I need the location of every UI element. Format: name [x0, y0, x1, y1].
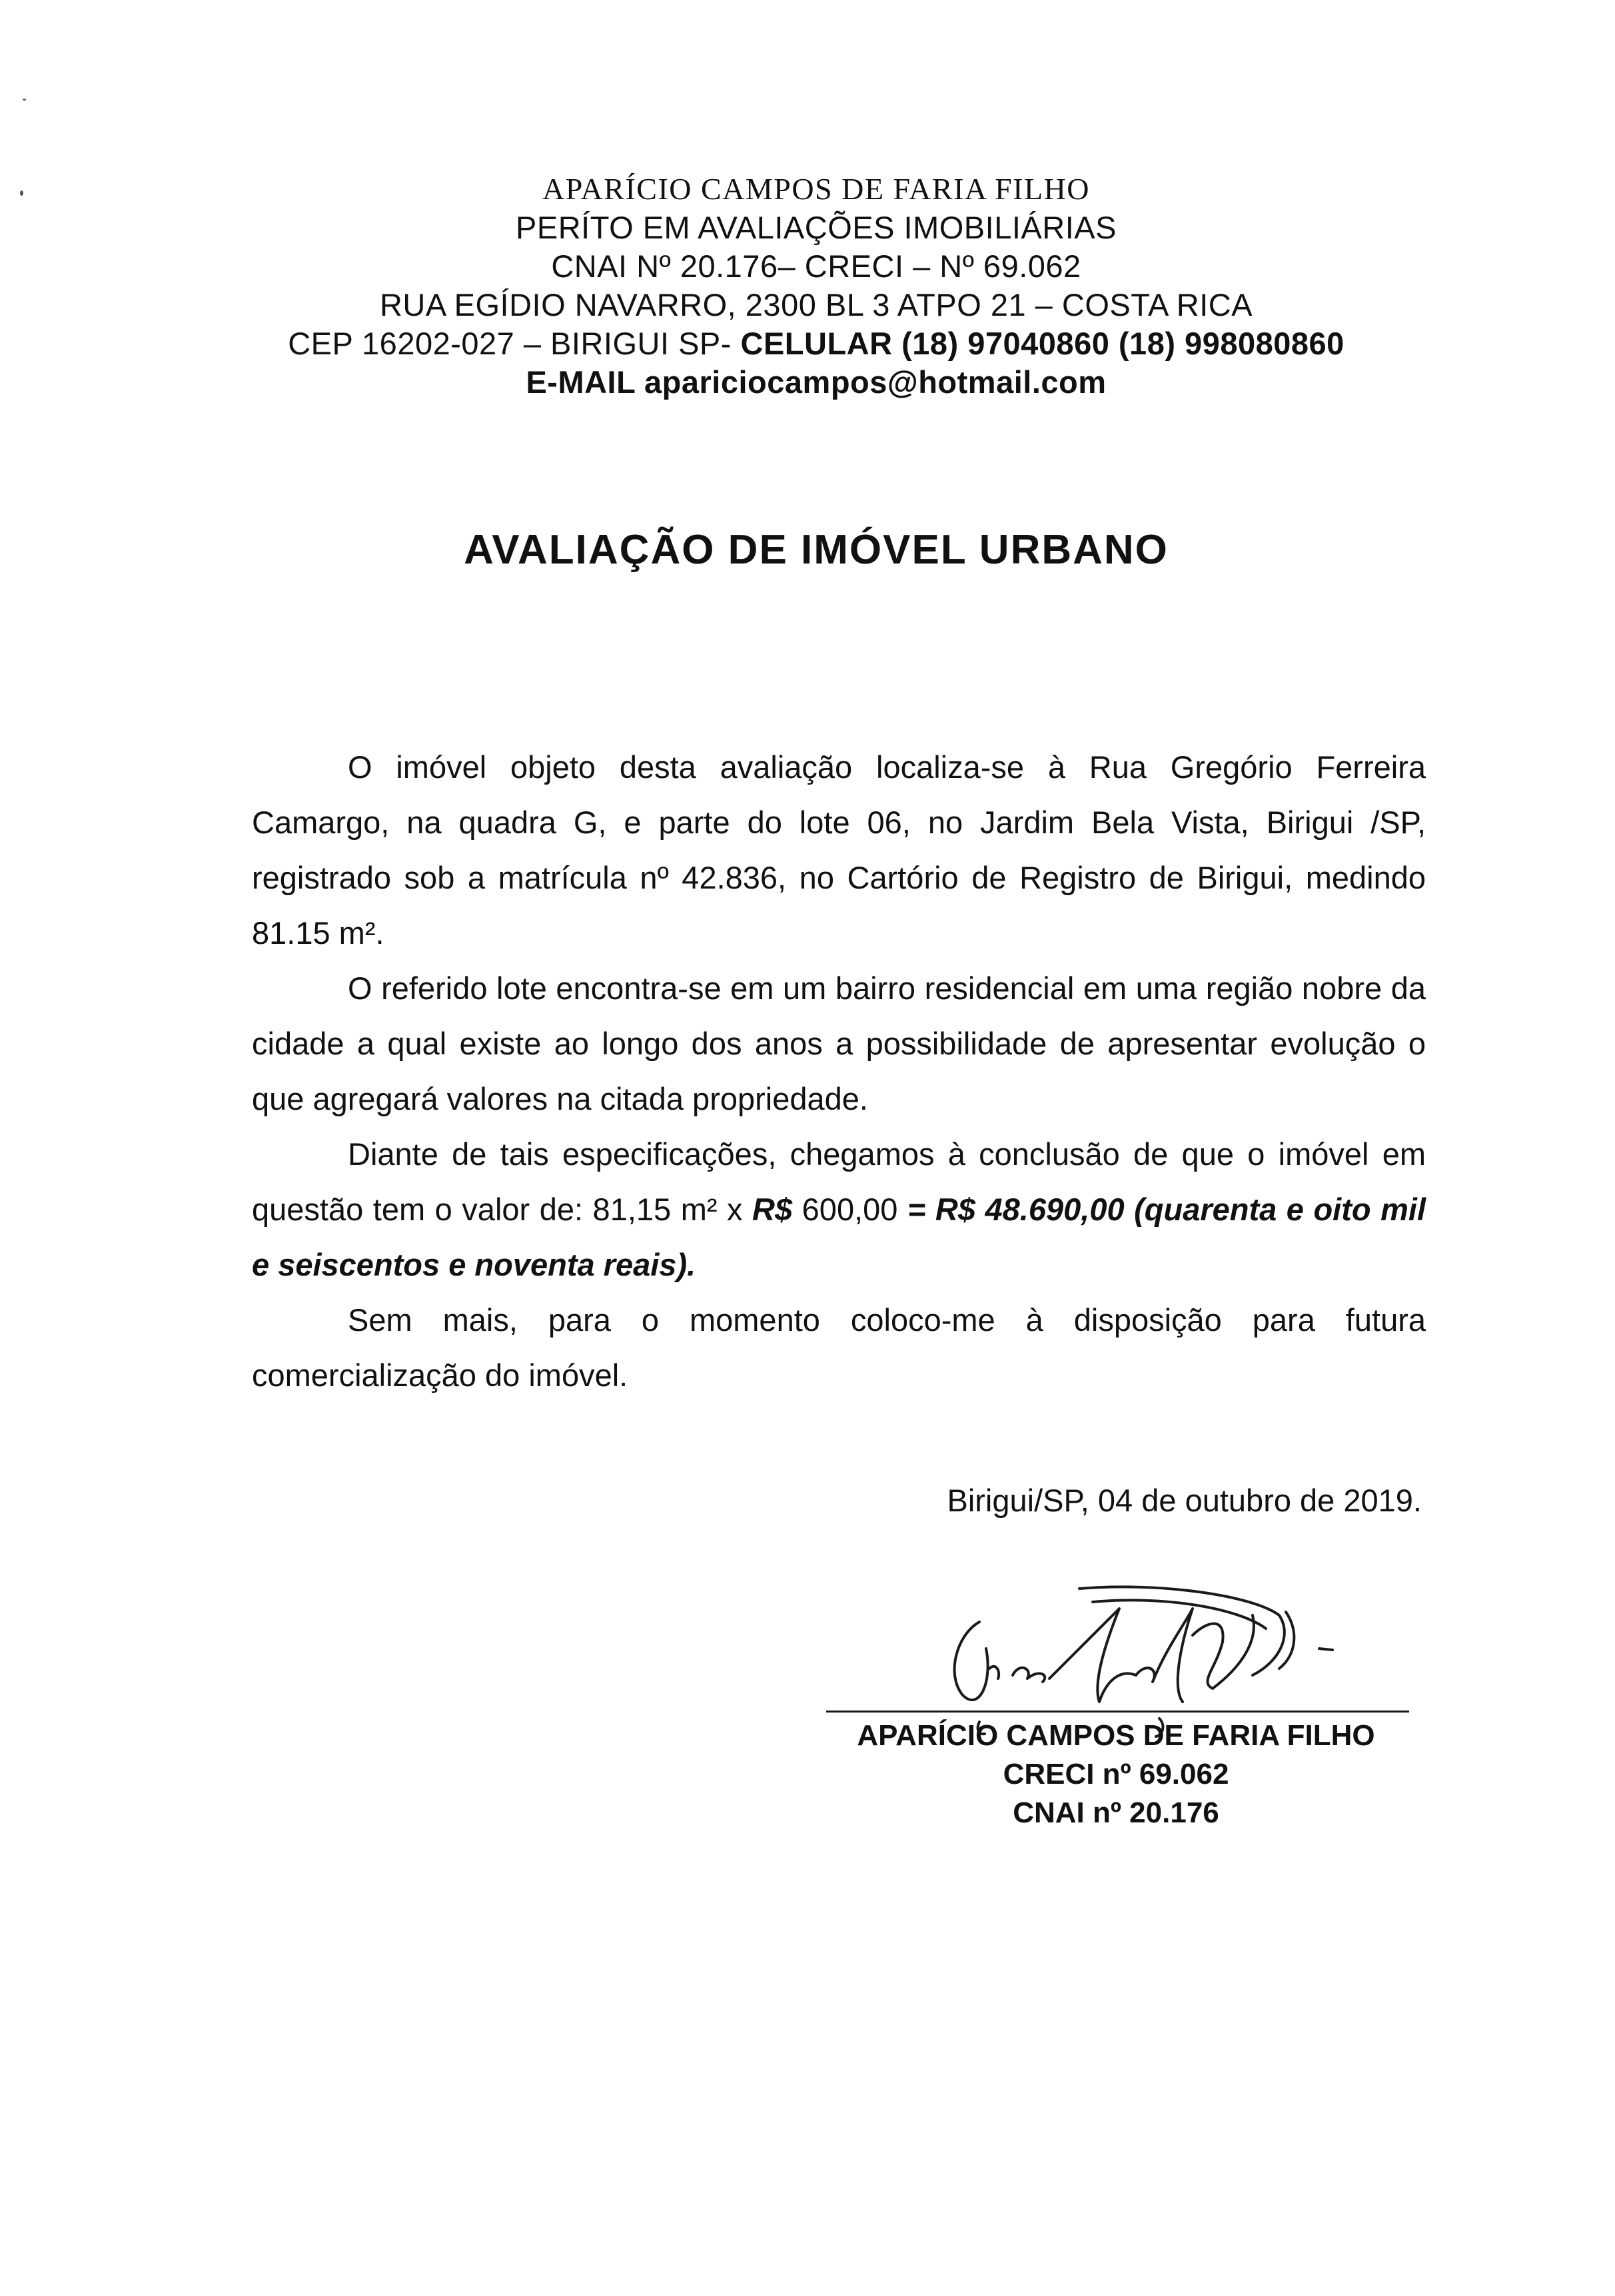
scan-speck: [23, 99, 26, 101]
signatory-creci: CRECI nº 69.062: [1003, 1758, 1229, 1790]
valuation-unit-price: 600,00: [792, 1192, 907, 1227]
paragraph-closing: Sem mais, para o momento coloco-me à disposição para futura comercialização do imóvel.: [252, 1302, 1426, 1393]
author-email: E-MAIL apariciocampos@hotmail.com: [526, 364, 1107, 400]
author-profession: PERÍTO EM AVALIAÇÕES IMOBILIÁRIAS: [516, 210, 1117, 245]
document-title: AVALIAÇÃO DE IMÓVEL URBANO: [464, 527, 1169, 573]
valuation-total: = R$ 48.690,00 (quarenta e oito mil e seiscentos e noventa reais).: [252, 1192, 1426, 1282]
signatory-cnai: CNAI nº 20.176: [1013, 1796, 1219, 1829]
author-name: APARÍCIO CAMPOS DE FARIA FILHO: [542, 172, 1091, 206]
scan-speck: [20, 191, 23, 196]
handwritten-signature: [879, 1569, 1359, 1742]
signatory-name: APARÍCIO CAMPOS DE FARIA FILHO: [857, 1719, 1375, 1752]
signature-line: [826, 1711, 1409, 1713]
author-contact-line: [200, 324, 1432, 363]
valuation-currency: R$: [752, 1192, 793, 1227]
signature-block: [826, 1569, 1426, 1835]
author-registration: CNAI Nº 20.176– CRECI – Nº 69.062: [551, 248, 1081, 284]
author-phone: CELULAR (18) 97040860 (18) 998080860: [731, 326, 1345, 361]
document-body: [252, 739, 1426, 1403]
valuation-text: Diante de tais especificações, chegamos à conclusão de que o imóvel em questão tem o valor de: 81,15 m² x: [252, 1136, 1426, 1227]
letterhead: [200, 170, 1432, 402]
paragraph-location: O imóvel objeto desta avaliação localiza-se à Rua Gregório Ferreira Camargo, na quadra G, e parte do lote 06, no Jardim Bela Vista, Birigui /SP, registrado sob a matrícula nº 42.836, no Cartório de Registro de Birigui, medindo 81.15 m².: [252, 749, 1426, 951]
paragraph-neighborhood: O referido lote encontra-se em um bairro residencial em uma região nobre da cidade a qual existe ao longo dos anos a possibilidade de apresentar evolução o que agregará valores na citada propriedade.: [252, 970, 1426, 1116]
document-date: Birigui/SP, 04 de outubro de 2019.: [947, 1483, 1422, 1518]
author-cep-city: CEP 16202-027 – BIRIGUI SP-: [288, 326, 732, 361]
paragraph-valuation: [252, 1126, 1426, 1292]
author-address: RUA EGÍDIO NAVARRO, 2300 BL 3 ATPO 21 – COSTA RICA: [379, 287, 1253, 322]
